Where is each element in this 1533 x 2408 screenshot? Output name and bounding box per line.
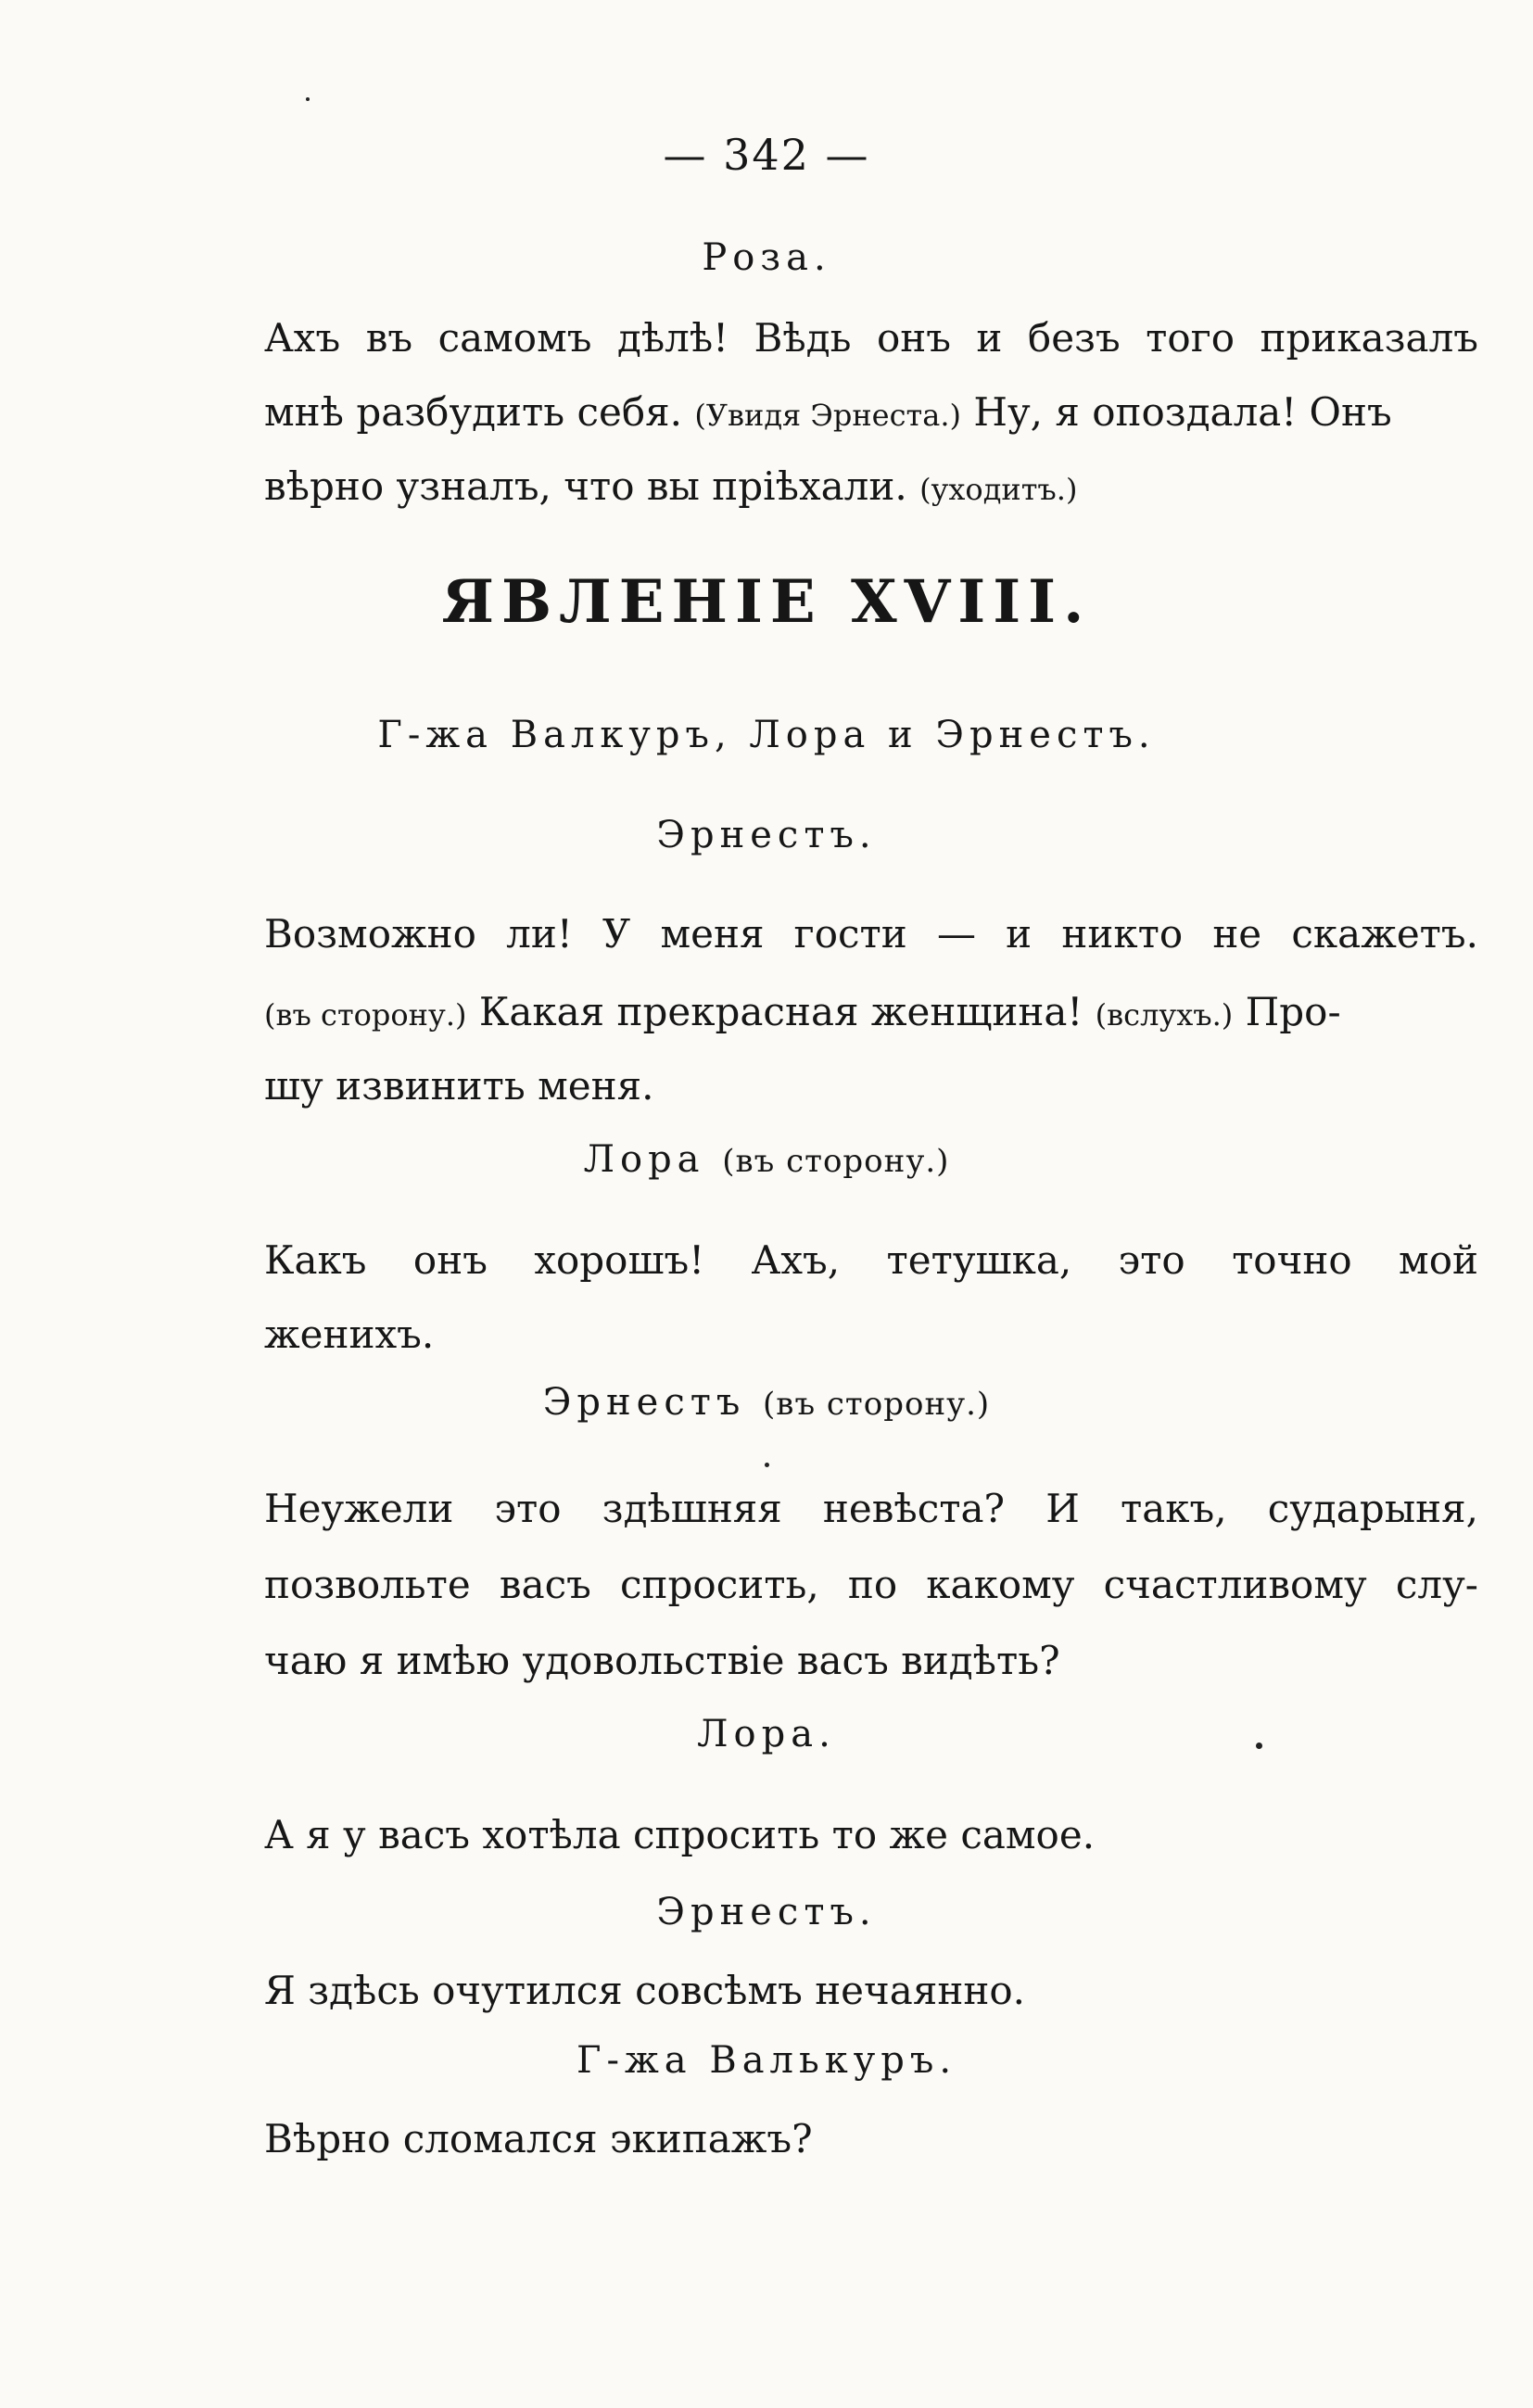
stage-direction: (уходитъ.) [919, 472, 1078, 507]
dialogue-text: Ну, я опоздала! Онъ [973, 389, 1392, 435]
dialogue-line: Какъ онъ хорошъ! Ахъ, тетушка, это точно мой [264, 1237, 1478, 1283]
dialogue-line: Неужели это здѣшняя невѣста? И такъ, сударыня, [264, 1486, 1478, 1531]
dialogue-line [264, 459, 1478, 517]
page-number: — 342 — [663, 130, 870, 180]
dialogue-text: Какая прекрасная женщина! [478, 989, 1083, 1034]
dialogue-line: чаю я имѣю удовольствіе васъ видѣть? [264, 1638, 1060, 1683]
speaker-name: Г-жа Валькуръ. [576, 2039, 957, 2082]
ink-speck [1256, 1743, 1262, 1749]
dialogue-line: Возможно ли! У меня гости — и никто не скажетъ. [264, 911, 1478, 957]
stage-direction: (въ сторону.) [722, 1143, 950, 1180]
dialogue-line [264, 984, 1478, 1043]
dialogue-text: вѣрно узналъ, что вы пріѣхали. [264, 463, 907, 509]
speaker-name: Эрнестъ. [656, 814, 877, 856]
dialogue-line: Вѣрно сломался экипажъ? [264, 2116, 813, 2161]
speaker-name: Лора. [697, 1713, 836, 1755]
speaker-name: Эрнестъ. [656, 1891, 877, 1933]
dialogue-line: Я здѣсь очутился совсѣмъ нечаянно. [264, 1968, 1025, 2013]
dialogue-line: позвольте васъ спросить, по какому счастливому слу- [264, 1562, 1478, 1607]
stage-direction: (вслухъ.) [1095, 997, 1234, 1033]
speaker-with-direction [0, 1138, 1533, 1181]
dialogue-line: А я у васъ хотѣла спросить то же самое. [264, 1812, 1096, 1857]
stage-direction: (Увидя Эрнеста.) [694, 398, 961, 433]
scene-title: ЯВЛЕНІЕ XVIII. [441, 567, 1092, 637]
speaker-with-direction [0, 1381, 1533, 1424]
ink-speck [765, 1463, 769, 1467]
dialogue-text: мнѣ разбудить себя. [264, 389, 682, 435]
characters-list: Г-жа Валкуръ, Лора и Эрнестъ. [377, 714, 1156, 756]
speaker-name: Лора [583, 1138, 705, 1181]
dialogue-line: шу извинить меня. [264, 1063, 654, 1109]
dialogue-line: Ахъ въ самомъ дѣлѣ! Вѣдь онъ и безъ того приказалъ [264, 315, 1478, 361]
dialogue-line [264, 385, 1478, 443]
dialogue-text: Про- [1245, 989, 1341, 1034]
speaker-name: Эрнестъ [542, 1381, 746, 1424]
stage-direction: (въ сторону.) [264, 997, 467, 1033]
dialogue-line: женихъ. [264, 1312, 435, 1357]
ink-speck [306, 97, 310, 101]
stage-direction: (въ сторону.) [763, 1386, 991, 1423]
speaker-name: Роза. [702, 236, 831, 279]
